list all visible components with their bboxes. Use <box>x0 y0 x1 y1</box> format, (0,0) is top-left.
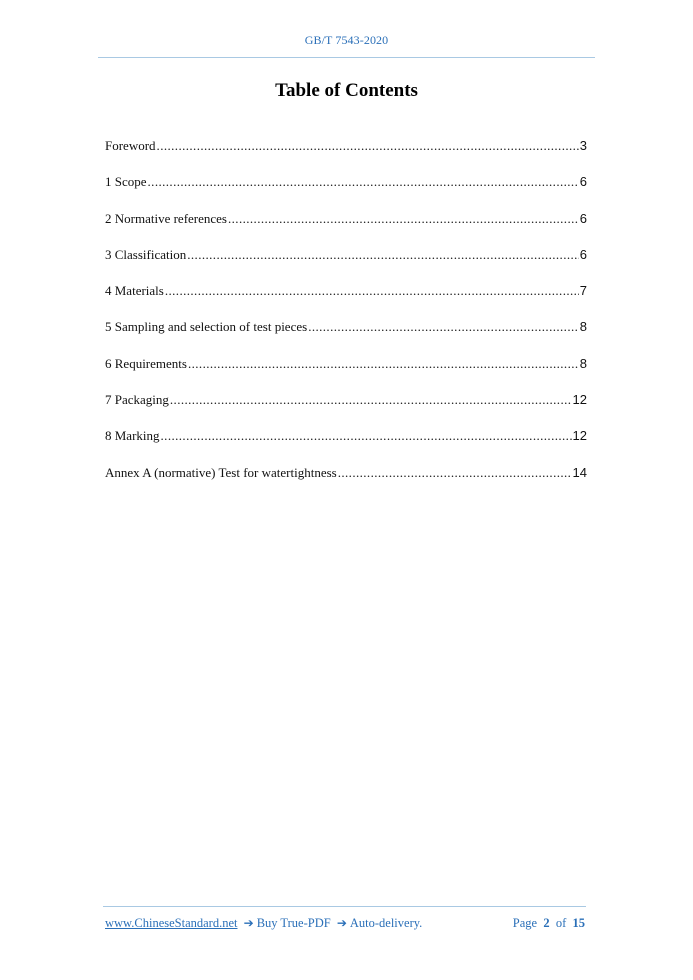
footer-divider <box>103 906 586 907</box>
toc-entry-classification[interactable] <box>105 247 587 283</box>
toc-entry-annex-a[interactable] <box>105 465 587 501</box>
toc-entry-scope[interactable] <box>105 174 587 210</box>
toc-entry-page: 12 <box>572 392 587 408</box>
toc-title: Table of Contents <box>275 80 418 101</box>
toc-dot-leader <box>308 319 579 335</box>
toc-entry-label: 4 Materials <box>105 283 164 299</box>
toc-entry-label: 5 Sampling and selection of test pieces <box>105 319 308 335</box>
toc-entry-page: 3 <box>579 138 587 153</box>
toc-entry-page: 12 <box>572 428 587 444</box>
toc-entry-page: 8 <box>579 319 587 335</box>
arrow-right-icon: ➔ <box>243 916 254 930</box>
toc-entry-label: Foreword <box>105 138 156 153</box>
toc-entry-foreword[interactable] <box>105 138 587 174</box>
toc-dot-leader <box>157 138 579 154</box>
auto-delivery-text: Auto-delivery. <box>349 916 423 930</box>
toc-dot-leader <box>187 247 579 263</box>
buy-pdf-link[interactable]: Buy True-PDF <box>256 916 331 930</box>
toc-entry-page: 14 <box>572 464 587 480</box>
toc-entry-label: 8 Marking <box>105 428 160 444</box>
site-link[interactable]: www.ChineseStandard.net <box>105 916 238 930</box>
toc-list <box>105 138 587 501</box>
toc-dot-leader <box>338 465 572 481</box>
toc-entry-label: 1 Scope <box>105 174 147 190</box>
arrow-right-icon: ➔ <box>336 916 347 930</box>
toc-entry-materials[interactable] <box>105 283 587 319</box>
toc-entry-page: 6 <box>579 210 587 226</box>
total-pages-number: 15 <box>572 916 585 930</box>
toc-entry-requirements[interactable] <box>105 356 587 392</box>
toc-entry-sampling[interactable] <box>105 319 587 355</box>
footer-promo <box>105 916 422 931</box>
toc-dot-leader <box>161 428 572 444</box>
toc-entry-page: 6 <box>579 174 587 190</box>
toc-entry-page: 7 <box>579 283 587 299</box>
toc-dot-leader <box>188 356 579 372</box>
header-divider <box>98 57 595 58</box>
toc-entry-normative-references[interactable] <box>105 211 587 247</box>
toc-dot-leader <box>170 392 572 408</box>
page-prefix: Page <box>512 916 538 930</box>
toc-dot-leader <box>165 283 579 299</box>
current-page-number: 2 <box>543 916 550 930</box>
toc-entry-page: 6 <box>579 246 587 262</box>
toc-entry-label: 2 Normative references <box>105 210 227 226</box>
toc-dot-leader <box>148 174 579 190</box>
page-of: of <box>555 916 567 930</box>
toc-entry-label: 3 Classification <box>105 246 187 262</box>
toc-entry-label: Annex A (normative) Test for watertightness <box>105 464 337 480</box>
header-standard-code: GB/T 7543-2020 <box>304 33 389 47</box>
toc-entry-label: 7 Packaging <box>105 392 169 408</box>
toc-dot-leader <box>228 211 579 227</box>
toc-entry-label: 6 Requirements <box>105 355 187 371</box>
page-indicator <box>513 916 585 931</box>
toc-entry-marking[interactable] <box>105 428 587 464</box>
toc-entry-page: 8 <box>579 355 587 371</box>
toc-entry-packaging[interactable] <box>105 392 587 428</box>
